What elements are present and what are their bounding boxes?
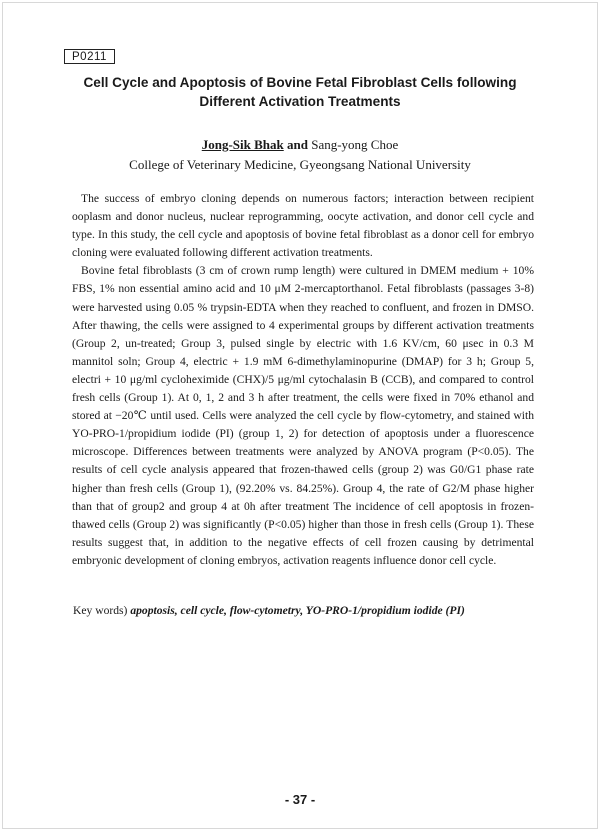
title-line-2: Different Activation Treatments [199, 94, 401, 109]
keywords-label: Key words) [73, 604, 131, 617]
abstract-paragraph-1: The success of embryo cloning depends on numerous factors; interaction between recipient ooplasm and donor nucleus, nuclear reprogramming, oocyte activation, and donor cell cycle and type. In this study, the cell cycle and apoptosis of bovine fetal fibroblast as a donor cell for embryo cloning were evaluated following different activation treatments. [72, 192, 534, 260]
title-line-1: Cell Cycle and Apoptosis of Bovine Fetal Fibroblast Cells following [83, 75, 517, 90]
keywords-line [73, 604, 535, 617]
affiliation: College of Veterinary Medicine, Gyeongsang National University [129, 157, 471, 172]
author-line [0, 137, 600, 153]
page-number: - 37 - [284, 792, 316, 807]
paper-title [60, 73, 540, 111]
author-joiner: and [283, 137, 312, 152]
keywords-terms: apoptosis, cell cycle, flow-cytometry, YO-PRO-1/propidium iodide (PI) [130, 604, 465, 617]
paper-id-box: P0211 [64, 49, 115, 64]
co-author: Sang-yong Choe [311, 137, 399, 152]
abstract-body [72, 190, 534, 570]
abstract-paragraph-2: Bovine fetal fibroblasts (3 cm of crown rump length) were cultured in DMEM medium + 10% FBS, 1% non essential amino acid and 10 μM 2-mercaptorthanol. Fetal fibroblasts (passages 3-8) were harvested using 0.05 % trypsin-EDTA when they reached to confluent, and frozen in DMSO. After thawing, the cells were assigned to 4 experimental groups by different activation treatments (Group 2, un-treated; Group 3, pulsed single by electric with 1.6 KV/cm, 60 μsec in 0.3 M mannitol soln; Group 4, electric + 1.9 mM 6-dimethylaminopurine (DMAP) for 3 h; Group 5, electri + 10 μg/ml cycloheximide (CHX)/5 μg/ml cytochalasin B (CCB), and compared to control fresh cells (Group 1). At 0, 1, 2 and 3 h after treatment, the cells were fixed in 70% ethanol and stored at −20℃ until used. Cells were analyzed the cell cycle by flow-cytometry, and stained with YO-PRO-1/propidium iodide (PI) (group 1, 2) for detection of apoptosis under a fluorescence microscope. Differences between treatments were analyzed by ANOVA program (P<0.05). The results of cell cycle analysis appeared that frozen-thawed cells (group 2) was G0/G1 phase rate higher than fresh cells (Group 1), (92.20% vs. 84.25%). Group 4, the rate of G2/M phase higher than that of group2 and group 4 at 0h after treatment The incidence of cell apoptosis in frozen-thawed cells (Group 2) was significantly (P<0.05) higher than those in fresh cells (Group 1). These results suggest that, in addition to the negative effects of cell frozen causing by detrimental embryonic development of cloning embryos, activation reagents influence donor cell cycle. [72, 264, 534, 567]
main-author: Jong-Sik Bhak [201, 137, 284, 152]
